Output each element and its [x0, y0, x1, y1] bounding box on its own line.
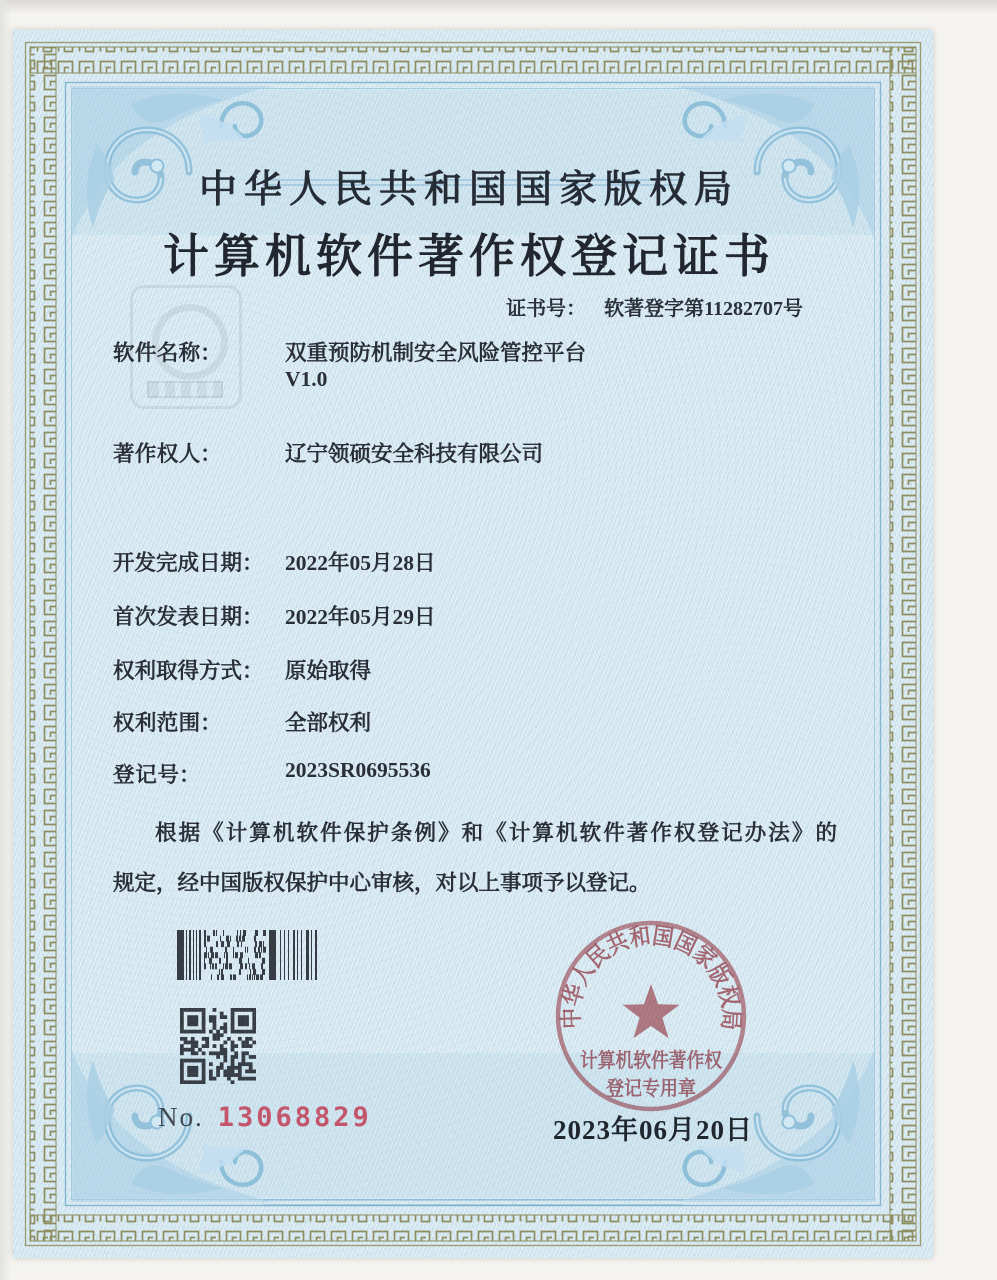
field-label: 软 件 名 称： [113, 341, 222, 365]
certificate-number-label: 证书号： [506, 298, 587, 320]
field-value: 2023SR0695536 [285, 758, 431, 782]
software-version: V1.0 [285, 367, 328, 391]
certificate-number-line [313, 292, 803, 321]
statement-line-1: 根据《计算机软件保护条例》和《计算机软件著作权登记办法》的 [155, 821, 837, 845]
certificate-number-value: 软著登字第11282707号 [604, 298, 803, 320]
issue-date: 2023年06月20日 [553, 1115, 753, 1145]
field-label: 登 记 号： [113, 763, 201, 787]
scan-shadow-top [0, 0, 997, 14]
field-label: 首次发表日期： [113, 605, 264, 629]
field-value: 辽宁领硕安全科技有限公司 [285, 442, 544, 466]
star-icon [623, 984, 680, 1038]
serial-prefix: No. [158, 1102, 204, 1132]
serial-number-line [158, 1102, 372, 1133]
field-value: 2022年05月28日 [285, 551, 436, 575]
field-value: 全部权利 [285, 711, 372, 735]
field-label: 权 利 范 围： [113, 711, 222, 735]
stamp-text-line1: 计算机软件著作权 [580, 1050, 740, 1072]
registration-statement [113, 816, 837, 916]
field-label: 开发完成日期： [113, 551, 264, 575]
certificate-title: 计算机软件著作权登记证书 [163, 231, 775, 282]
field-value: 2022年05月29日 [285, 605, 436, 629]
scan-shadow-left [0, 0, 12, 1280]
corner-ornaments [13, 30, 933, 1258]
issuing-authority-title: 中华人民共和国国家版权局 [198, 169, 739, 211]
field-label: 权利取得方式： [113, 659, 264, 683]
certificate-paper [13, 30, 933, 1258]
pdf417-barcode [177, 930, 317, 980]
stamp-arc-text: 中华人民共和国国家版权局 [558, 922, 744, 1034]
field-label: 著 作 权 人： [113, 442, 222, 466]
statement-line-2: 规定，经中国版权保护中心审核，对以上事项予以登记。 [113, 871, 651, 895]
stamp-text-line2: 登记专用章 [606, 1078, 706, 1100]
official-seal-stamp [541, 906, 761, 1126]
field-value: 双重预防机制安全风险管控平台 [285, 341, 587, 365]
serial-number: 13068829 [217, 1102, 372, 1133]
field-value: 原始取得 [285, 659, 372, 683]
qr-code [180, 1008, 256, 1084]
